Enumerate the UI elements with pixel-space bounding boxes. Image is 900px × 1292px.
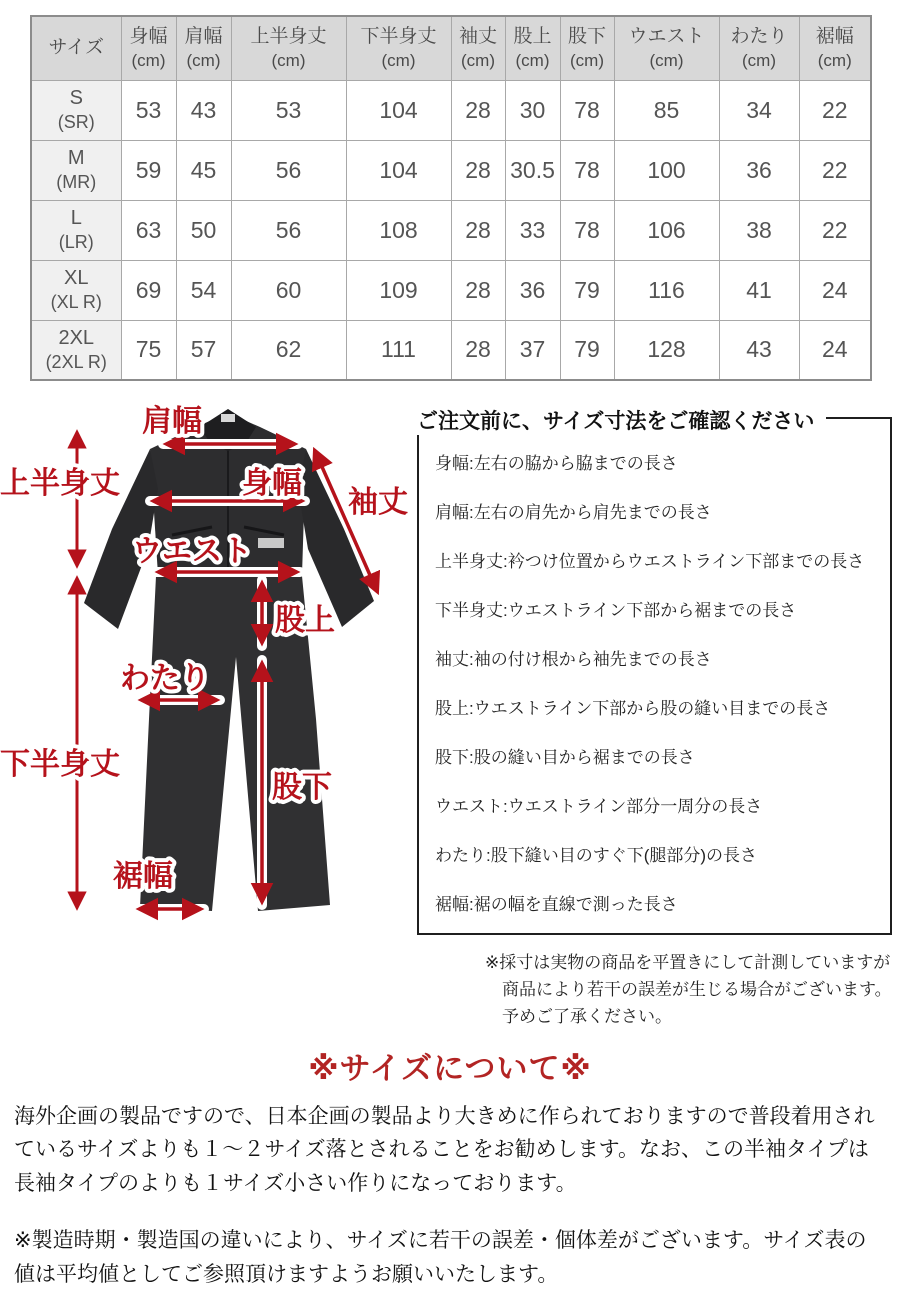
value-cell: 116 — [614, 260, 719, 320]
value-cell: 85 — [614, 80, 719, 140]
table-row-s — [31, 80, 871, 140]
value-cell: 43 — [719, 320, 799, 380]
value-cell: 111 — [346, 320, 451, 380]
column-header-body-width: 身幅 (cm) — [121, 16, 176, 80]
label-waist: ウエスト — [132, 535, 252, 568]
value-cell: 104 — [346, 140, 451, 200]
label-inseam: 股下 — [272, 771, 332, 804]
definition-shoulder-width: 肩幅:左右の肩先から肩先までの長さ — [435, 503, 712, 522]
column-header-rise: 股上 (cm) — [505, 16, 560, 80]
definition-sleeve-length: 袖丈:袖の付け根から袖先までの長さ — [435, 650, 712, 669]
value-cell: 79 — [560, 320, 614, 380]
value-cell: 28 — [451, 80, 505, 140]
column-header-waist: ウエスト (cm) — [614, 16, 719, 80]
table-row-m — [31, 140, 871, 200]
value-cell: 62 — [231, 320, 346, 380]
table-row-2xl — [31, 320, 871, 380]
coverall-diagram — [0, 389, 415, 1031]
value-cell: 60 — [231, 260, 346, 320]
definition-thigh: わたり:股下縫い目のすぐ下(腿部分)の長さ — [435, 846, 758, 865]
value-cell: 24 — [799, 260, 871, 320]
column-header-hem-width: 裾幅 (cm) — [799, 16, 871, 80]
about-size-paragraph: 海外企画の製品ですので、日本企画の製品より大きめに作られておりますので普段着用されているサイズよりも１～２サイズ落とされることをお勧めします。なお、この半袖タイプは長袖タイプのよりも１サイズ小さい作りになっております。 — [14, 1104, 875, 1195]
value-cell: 75 — [121, 320, 176, 380]
column-header-inseam: 股下 (cm) — [560, 16, 614, 80]
value-cell: 41 — [719, 260, 799, 320]
value-cell: 22 — [799, 80, 871, 140]
measurement-note-line: ※採寸は実物の商品を平置きにして計測していますが — [485, 953, 891, 972]
size-cell: M (MR) — [31, 140, 121, 200]
value-cell: 128 — [614, 320, 719, 380]
value-cell: 59 — [121, 140, 176, 200]
column-header-lower-body-length: 下半身丈 (cm) — [346, 16, 451, 80]
value-cell: 22 — [799, 200, 871, 260]
table-header-row — [31, 16, 871, 80]
definition-inseam: 股下:股の縫い目から裾までの長さ — [435, 748, 695, 767]
value-cell: 56 — [231, 200, 346, 260]
label-lower-body-length: 下半身丈 — [0, 748, 120, 781]
value-cell: 53 — [121, 80, 176, 140]
value-cell: 78 — [560, 80, 614, 140]
value-cell: 38 — [719, 200, 799, 260]
size-chart-section — [0, 0, 900, 381]
measurement-guide-section — [0, 389, 900, 1031]
value-cell: 33 — [505, 200, 560, 260]
value-cell: 37 — [505, 320, 560, 380]
size-cell: 2XL (2XL R) — [31, 320, 121, 380]
size-cell: XL (XL R) — [31, 260, 121, 320]
value-cell: 24 — [799, 320, 871, 380]
size-chart-table — [30, 15, 872, 381]
value-cell: 53 — [231, 80, 346, 140]
measurement-note-line: 予めご了承ください。 — [502, 1007, 672, 1027]
value-cell: 36 — [719, 140, 799, 200]
column-header-shoulder-width: 肩幅 (cm) — [176, 16, 231, 80]
label-hem-width: 裾幅 — [113, 860, 173, 893]
value-cell: 50 — [176, 200, 231, 260]
value-cell: 100 — [614, 140, 719, 200]
value-cell: 79 — [560, 260, 614, 320]
value-cell: 30 — [505, 80, 560, 140]
about-size-disclaimer: ※製造時期・製造国の違いにより、サイズに若干の誤差・個体差がございます。サイズ表の値は平均値としてご参照頂けますようお願いいたします。 — [14, 1229, 867, 1286]
about-size-title: ※サイズについて※ — [308, 1050, 592, 1086]
size-cell: L (LR) — [31, 200, 121, 260]
value-cell: 56 — [231, 140, 346, 200]
value-cell: 108 — [346, 200, 451, 260]
value-cell: 43 — [176, 80, 231, 140]
label-body-width: 身幅 — [242, 467, 302, 500]
size-info-box — [417, 410, 892, 935]
value-cell: 28 — [451, 320, 505, 380]
info-box-title: ご注文前に、サイズ寸法をご確認ください — [417, 405, 826, 435]
value-cell: 30.5 — [505, 140, 560, 200]
definition-waist: ウエスト:ウエストライン部分一周分の長さ — [435, 797, 763, 816]
about-size-section — [0, 1043, 900, 1292]
definition-upper-body-length: 上半身丈:衿つけ位置からウエストライン下部までの長さ — [435, 552, 865, 571]
value-cell: 28 — [451, 140, 505, 200]
measurement-note — [485, 949, 892, 1031]
label-rise: 股上 — [275, 604, 335, 637]
column-header-upper-body-length: 上半身丈 (cm) — [231, 16, 346, 80]
value-cell: 45 — [176, 140, 231, 200]
column-header-size: サイズ — [31, 16, 121, 80]
label-thigh: わたり — [120, 662, 210, 695]
value-cell: 109 — [346, 260, 451, 320]
definition-hem-width: 裾幅:裾の幅を直線で測った長さ — [435, 895, 678, 914]
value-cell: 28 — [451, 260, 505, 320]
value-cell: 69 — [121, 260, 176, 320]
value-cell: 36 — [505, 260, 560, 320]
value-cell: 78 — [560, 200, 614, 260]
table-row-xl — [31, 260, 871, 320]
label-shoulder-width: 肩幅 — [142, 405, 202, 438]
value-cell: 34 — [719, 80, 799, 140]
value-cell: 104 — [346, 80, 451, 140]
definition-rise: 股上:ウエストライン下部から股の縫い目までの長さ — [435, 699, 831, 718]
value-cell: 22 — [799, 140, 871, 200]
measurement-note-line: 商品により若干の誤差が生じる場合がございます。 — [502, 980, 892, 1000]
value-cell: 57 — [176, 320, 231, 380]
definition-lower-body-length: 下半身丈:ウエストライン下部から裾までの長さ — [435, 601, 797, 620]
size-cell: S (SR) — [31, 80, 121, 140]
column-header-thigh: わたり (cm) — [719, 16, 799, 80]
size-definitions-column — [415, 389, 900, 1031]
column-header-sleeve-length: 袖丈 (cm) — [451, 16, 505, 80]
value-cell: 63 — [121, 200, 176, 260]
value-cell: 78 — [560, 140, 614, 200]
label-sleeve-length: 袖丈 — [348, 486, 408, 519]
label-upper-body-length: 上半身丈 — [0, 467, 120, 500]
value-cell: 54 — [176, 260, 231, 320]
coverall-diagram-svg — [0, 389, 415, 944]
value-cell: 106 — [614, 200, 719, 260]
definition-body-width: 身幅:左右の脇から脇までの長さ — [435, 454, 678, 473]
table-row-l — [31, 200, 871, 260]
value-cell: 28 — [451, 200, 505, 260]
